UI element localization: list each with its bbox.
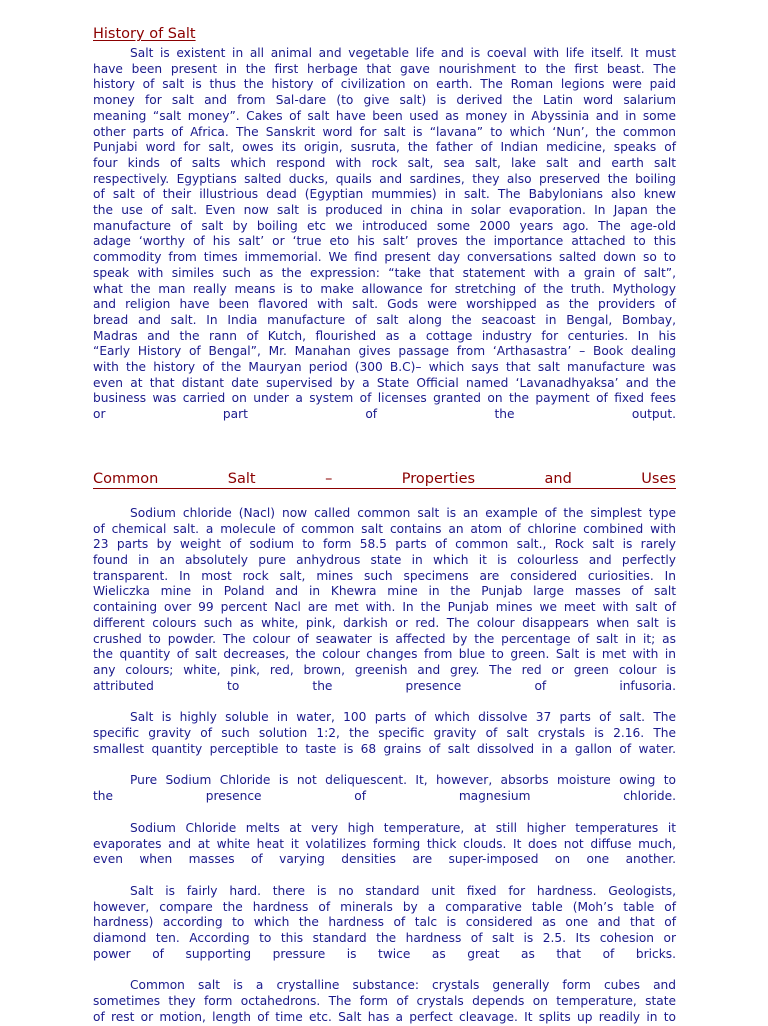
text-line: specific gravity of such solution 1:2, the specific gravity of salt crystals is 2.16. The [93,726,676,741]
text-line: respectively. Egyptians salted ducks, quails and sardines, they also preserved the boiling [93,171,676,186]
paragraph [93,506,676,694]
paragraph [93,710,676,757]
text-line: history of salt is thus the history of civilization on earth. The Roman legions were paid [93,77,676,92]
text-line: adage ‘worthy of his salt’ or ‘true eto his salt’ proves the importance attached to this [93,234,676,249]
text-line: Madras and the rann of Kutch, flourished as a cottage industry for centuries. In his [93,328,676,343]
text-line: found in an absolutely pure anhydrous state in which it is colourless and perfectly [93,552,676,567]
text-line: speak with similes such as the expression: “take that statement with a grain of salt”, [93,265,676,280]
text-line: Wieliczka mine in Poland and in Khewra mine in the Punjab large masses of salt [93,584,676,599]
text-line: business was carried on under a system of licenses granted on the payment of fixed fees [93,391,676,406]
text-line: even when masses of varying densities are super-imposed on one another. [93,852,676,867]
text-line: any colours; white, pink, red, brown, greenish and grey. The red or green colour is [93,662,676,677]
text-line: different colours such as white, pink, darkish or red. The colour disappears when salt is [93,615,676,630]
paragraph [93,978,676,1025]
text-line: bread and salt. In India manufacture of salt along the seacoast in Bengal, Bombay, [93,312,676,327]
text-line: of chemical salt. a molecule of common salt contains an atom of chlorine combined with [93,521,676,536]
text-line: 23 parts by weight of sodium to form 58.5 parts of common salt., Rock salt is rarely [93,537,676,552]
text-line: hardness) according to which the hardness of talc is considered as one and that of [93,915,676,930]
section-title-properties [93,471,676,489]
text-line: transparent. In most rock salt, mines such specimens are considered curiosities. In [93,568,676,583]
text-line: with the history of the Mauryan period (300 B.C)– which says that salt manufacture was [93,360,676,375]
text-line: Salt is highly soluble in water, 100 parts of which dissolve 37 parts of salt. The [130,710,676,725]
text-line: diamond ten. According to this standard the hardness of salt is 2.5. Its cohesion or [93,931,676,946]
text-line: Salt is existent in all animal and vegetable life and is coeval with life itself. It must [130,46,676,60]
history-paragraph [93,46,676,423]
text-line: manufacture of salt by boiling etc we introduced some 2000 years ago. The age-old [93,218,676,233]
text-line: four kinds of salts which respond with rock salt, sea salt, lake salt and earth salt [93,155,676,170]
title-word: and [544,470,572,487]
text-line: or part of the output. [93,407,676,422]
text-line: the use of salt. Even now salt is produced in china in solar evaporation. In Japan the [93,203,676,218]
text-line: containing over 99 percent Nacl are met with. In the Punjab mines we meet with salt of [93,600,676,615]
text-line: evaporates and at white heat it volatilizes forming thick clouds. It does not diffuse much, [93,836,676,851]
section-title-history: History of Salt [93,26,196,42]
text-line: of rest or motion, length of time etc. Salt has a perfect cleavage. It splits up readily in to [93,1009,676,1024]
title-word: Salt [227,470,256,487]
text-line: what the man really means is to make allowance for stretching of the truth. Mythology [93,281,676,296]
title-word: Properties [401,470,476,487]
text-line: the presence of magnesium chloride. [93,789,676,804]
text-line: Punjabi word for salt, owes its origin, susruta, the father of Indian medicine, speaks of [93,140,676,155]
text-line: of salt of their illustrious dead (Egyptian mummies) in salt. The Babylonians also knew [93,187,676,202]
text-line: Sodium Chloride melts at very high temperature, at still higher temperatures it [130,820,676,835]
text-line: smallest quantity perceptible to taste is 68 grains of salt dissolved in a gallon of water. [93,741,676,756]
paragraph [93,884,676,963]
text-line: money for salt and from Sal-dare (to give salt) is derived the Latin word salarium [93,93,676,108]
text-line: even at that distant date supervised by a State Official named ‘Lavanadhyaksa’ and the [93,375,676,390]
properties-body [93,506,676,1026]
text-line: “Early History of Bengal”, Mr. Manahan gives passage from ‘Arthasastra’ – Book dealing [93,344,676,359]
text-line: sometimes they form octahedrons. The form of crystals depends on temperature, state [93,994,676,1009]
text-line: Salt is fairly hard. there is no standard unit fixed for hardness. Geologists, [130,883,676,898]
title-word: – [325,470,333,487]
title-word: Common [93,470,159,487]
text-line: other parts of Africa. The Sanskrit word for salt is “lavana” to which ‘Nun’, the common [93,124,676,139]
text-line: the quantity of salt decreases, the colour changes from blue to green. Salt is met with in [93,647,676,662]
text-line: power of supporting pressure is twice as great as that of bricks. [93,946,676,961]
text-line: crushed to powder. The colour of seawater is affected by the percentage of salt in it; as [93,631,676,646]
text-line: Pure Sodium Chloride is not deliquescent. It, however, absorbs moisture owing to [130,773,676,788]
text-line: however, compare the hardness of minerals by a comparative table (Moh’s table of [93,899,676,914]
paragraph [93,821,676,868]
paragraph [93,773,676,804]
text-line: meaning “salt money”. Cakes of salt have been used as money in Abyssinia and in some [93,108,676,123]
text-line: commodity from times immemorial. We find present day conversations salted down so to [93,250,676,265]
text-line: and religion have been flavored with salt. Gods were worshipped as the providers of [93,297,676,312]
text-line: Sodium chloride (Nacl) now called common salt is an example of the simplest type [130,505,676,520]
title-word: Uses [641,470,676,487]
text-line: attributed to the presence of infusoria. [93,678,676,693]
document-page [93,24,676,1026]
text-line: have been present in the first herbage that gave nourishment to the first beast. The [93,61,676,76]
text-line: Common salt is a crystalline substance: crystals generally form cubes and [130,978,676,993]
